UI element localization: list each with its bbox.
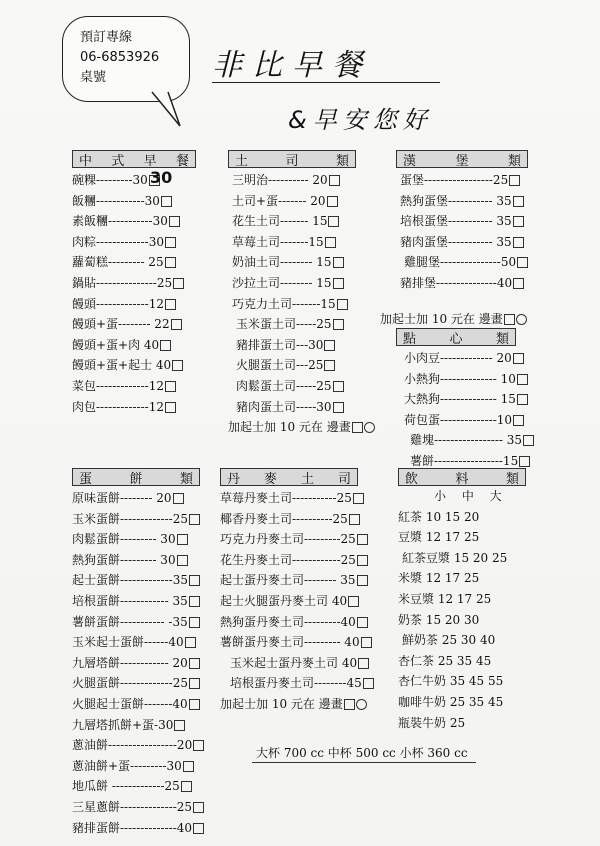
menu-item[interactable]: 玉米蛋土司-----25 xyxy=(228,314,356,335)
menu-item[interactable]: 火腿蛋土司---25 xyxy=(228,355,356,376)
menu-item[interactable]: 熱狗蛋餅--------- 30 xyxy=(72,550,200,571)
menu-item[interactable]: 豬肉蛋土司-----30 xyxy=(228,397,356,418)
menu-item[interactable]: 沙拉土司-------- 15 xyxy=(228,273,356,294)
menu-item[interactable]: 草莓丹麥土司-----------25 xyxy=(220,488,358,509)
menu-item[interactable]: 薯餅蛋丹麥土司--------- 40 xyxy=(220,632,358,653)
menu-item[interactable]: 薯餅蛋餅----------- -35 xyxy=(72,612,200,633)
menu-item[interactable]: 九層塔抓餅+蛋-30 xyxy=(72,715,200,736)
section-chinese-breakfast xyxy=(72,150,196,417)
menu-item[interactable]: 豬排蛋土司---30 xyxy=(228,335,356,356)
greeting: &早安您好 xyxy=(288,106,433,134)
menu-item[interactable]: 肉包-------------12 xyxy=(72,397,196,418)
drink-item[interactable]: 咖啡牛奶 25 35 45 xyxy=(398,694,504,709)
table-number-label: 桌號 xyxy=(80,70,107,85)
menu-item[interactable]: 三星蔥餅--------------25 xyxy=(72,797,200,818)
menu-item[interactable]: 熱狗蛋堡----------- 35 xyxy=(396,191,528,212)
menu-item[interactable]: 培根蛋餅------------ 35 xyxy=(72,591,200,612)
menu-item[interactable]: 饅頭+蛋+起士 40 xyxy=(72,355,196,376)
menu-item[interactable]: 巧克力土司-------15 xyxy=(228,294,356,315)
menu-item[interactable]: 蔥油餅+蛋---------30 xyxy=(72,756,200,777)
shop-title: 非比早餐 xyxy=(212,48,372,83)
menu-item[interactable]: 鍋貼---------------25 xyxy=(72,273,196,294)
menu-item[interactable]: 土司+蛋------- 20 xyxy=(228,191,356,212)
drink-item[interactable]: 瓶裝牛奶 25 xyxy=(398,715,466,730)
drink-item[interactable]: 杏仁牛奶 35 45 55 xyxy=(398,674,504,689)
section-header: 土 司 類 xyxy=(228,150,356,168)
drink-item[interactable]: 豆漿 12 17 25 xyxy=(398,530,480,545)
menu-item[interactable]: 饅頭+蛋+肉 40 xyxy=(72,335,196,356)
menu-item[interactable]: 椰香丹麥土司----------25 xyxy=(220,509,358,530)
section-drinks xyxy=(398,468,526,733)
menu-item[interactable]: 玉米起士蛋丹麥土司 40 xyxy=(220,653,358,674)
title-underline xyxy=(212,82,440,83)
cheese-note: 加起士加 10 元在 邊畫 xyxy=(380,310,527,327)
menu-item[interactable]: 荷包蛋--------------10 xyxy=(396,410,516,431)
menu-item[interactable]: 肉鬆蛋土司-----25 xyxy=(228,376,356,397)
bubble-text xyxy=(80,28,159,88)
phone-number: 06-6853926 xyxy=(80,50,160,65)
menu-item[interactable]: 肉粽-------------30 xyxy=(72,232,196,253)
menu-item[interactable]: 起士火腿蛋丹麥土司 40 xyxy=(220,591,358,612)
menu-item[interactable]: 碗粿---------30 30 xyxy=(72,168,173,187)
cup-sizes-underline xyxy=(252,762,476,763)
menu-item[interactable]: 薯餅-----------------15 xyxy=(396,451,516,472)
menu-item[interactable]: 玉米起士蛋餅------40 xyxy=(72,632,200,653)
drink-item[interactable]: 米漿 12 17 25 xyxy=(398,571,480,586)
cup-sizes: 大杯 700 cc 中杯 500 cc 小杯 360 cc xyxy=(256,746,468,760)
menu-item[interactable]: 豬排堡---------------40 xyxy=(396,273,528,294)
menu-item[interactable]: 三明治---------- 20 xyxy=(228,170,356,191)
section-header: 漢 堡 類 xyxy=(396,150,528,168)
menu-item[interactable]: 蔥油餅-----------------20 xyxy=(72,735,200,756)
section-header: 點 心 類 xyxy=(396,328,516,346)
section-snacks xyxy=(396,328,523,472)
bubble-tail xyxy=(150,90,184,128)
drink-item[interactable]: 米豆漿 12 17 25 xyxy=(398,591,492,606)
menu-item[interactable]: 火腿蛋餅-------------25 xyxy=(72,673,200,694)
size-header: 小 中 大 xyxy=(434,489,508,503)
menu-item[interactable]: 豬排蛋餅--------------40 xyxy=(72,818,200,839)
section-egg-pancakes xyxy=(72,468,200,838)
menu-item[interactable]: 小肉豆------------- 20 xyxy=(396,348,516,369)
section-danish-toast xyxy=(220,468,362,715)
menu-item[interactable]: 奶油土司-------- 15 xyxy=(228,252,356,273)
drink-item[interactable]: 鮮奶茶 25 30 40 xyxy=(402,633,496,648)
section-header: 丹 麥 土 司 xyxy=(220,468,358,486)
drink-item[interactable]: 奶茶 15 20 30 xyxy=(398,612,480,627)
menu-item[interactable]: 菜包-------------12 xyxy=(72,376,196,397)
section-header: 中 式 早 餐 xyxy=(72,150,196,168)
section-toast xyxy=(228,150,356,438)
menu-item[interactable]: 草莓土司-------15 xyxy=(228,232,356,253)
menu-item[interactable]: 火腿起士蛋餅-------40 xyxy=(72,694,200,715)
menu-item[interactable]: 大熱狗-------------- 15 xyxy=(396,389,516,410)
cheese-note: 加起士加 10 元在 邊畫 xyxy=(220,694,358,715)
menu-item[interactable]: 地瓜餅 -------------25 xyxy=(72,776,200,797)
menu-item[interactable]: 雞塊----------------- 35 xyxy=(396,430,516,451)
cheese-note: 加起士加 10 元在 邊畫 xyxy=(228,417,356,438)
menu-item[interactable]: 肉鬆蛋餅--------- 30 xyxy=(72,529,200,550)
menu-item[interactable]: 玉米蛋餅-------------25 xyxy=(72,509,200,530)
menu-item[interactable]: 花生土司------- 15 xyxy=(228,211,356,232)
order-hotline-label: 預訂專線 xyxy=(80,30,133,45)
drink-item[interactable]: 紅茶豆漿 15 20 25 xyxy=(402,550,508,565)
menu-item[interactable]: 原味蛋餅-------- 20 xyxy=(72,488,200,509)
section-header: 蛋 餅 類 xyxy=(72,468,200,486)
menu-item[interactable]: 起士蛋丹麥土司-------- 35 xyxy=(220,570,358,591)
menu-item[interactable]: 小熱狗-------------- 10 xyxy=(396,369,516,390)
menu-item[interactable]: 培根蛋丹麥土司--------45 xyxy=(220,673,358,694)
menu-item[interactable]: 饅頭-------------12 xyxy=(72,294,196,315)
menu-item[interactable]: 蘿蔔糕--------- 25 xyxy=(72,252,196,273)
menu-item[interactable]: 花生丹麥土司------------25 xyxy=(220,550,358,571)
menu-item[interactable]: 飯糰------------30 xyxy=(72,191,196,212)
menu-item[interactable]: 素飯糰-----------30 xyxy=(72,211,196,232)
menu-item[interactable]: 饅頭+蛋-------- 22 xyxy=(72,314,196,335)
section-burgers xyxy=(396,150,528,294)
menu-item[interactable]: 熱狗蛋丹麥土司---------40 xyxy=(220,612,358,633)
menu-item[interactable]: 培根蛋堡----------- 35 xyxy=(396,211,528,232)
drink-item[interactable]: 杏仁茶 25 35 45 xyxy=(398,653,492,668)
drink-item[interactable]: 紅茶 10 15 20 xyxy=(398,509,480,524)
menu-item[interactable]: 九層塔餅------------ 20 xyxy=(72,653,200,674)
menu-item[interactable]: 巧克力丹麥土司---------25 xyxy=(220,529,358,550)
menu-item[interactable]: 起士蛋餅-------------35 xyxy=(72,570,200,591)
section-header: 飲 料 類 xyxy=(398,468,526,486)
menu-item[interactable]: 豬肉蛋堡----------- 35 xyxy=(396,232,528,253)
menu-item[interactable]: 雞腿堡---------------50 xyxy=(396,252,528,273)
menu-item[interactable]: 蛋堡-----------------25 xyxy=(396,170,528,191)
